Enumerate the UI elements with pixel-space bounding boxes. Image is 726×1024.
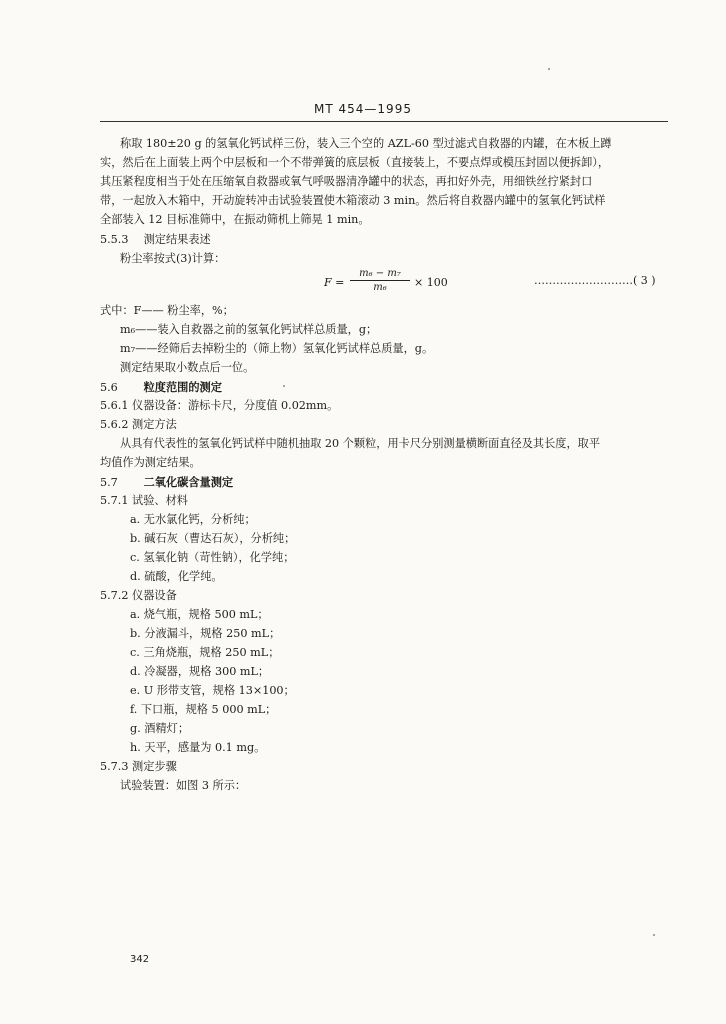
section-title: 二氧化碳含量测定 xyxy=(143,475,234,489)
section-heading-5-7-2: 5.7.2 仪器设备 xyxy=(100,589,177,602)
list-item: a. 无水氯化钙，分析纯； xyxy=(130,513,256,526)
section-heading-5-5-3 xyxy=(100,233,211,247)
paragraph-line: 均值作为测定结果。 xyxy=(100,456,201,469)
section-heading-5-6 xyxy=(100,380,222,395)
fraction-bar xyxy=(350,280,410,281)
section-heading-5-6-2: 5.6.2 测定方法 xyxy=(100,418,177,431)
paragraph-line: 带，一起放入木箱中，开动旋转冲击试验装置使木箱滚动 3 min。然后将自救器内罐中的氢氧化钙试样 xyxy=(100,194,606,207)
paragraph-line: 试验装置：如图 3 所示： xyxy=(120,779,247,792)
paragraph-line: 从具有代表性的氢氧化钙试样中随机抽取 20 个颗粒，用卡尺分别测量横断面直径及其长度，取平 xyxy=(120,437,601,450)
paragraph-line: 实，然后在上面装上两个中层板和一个不带弹簧的底层板（直接装上，不要点焊或模压封固以便拆卸）， xyxy=(100,156,610,169)
formula-lhs: F = xyxy=(324,276,345,289)
list-item: d. 硫酸，化学纯。 xyxy=(130,570,223,583)
page-header: MT 454—1995 xyxy=(314,102,412,116)
list-item: e. U 形带支管，规格 13×100； xyxy=(130,684,295,697)
header-rule xyxy=(100,121,668,122)
section-heading-5-7 xyxy=(100,475,233,490)
section-number: 5.7 xyxy=(100,476,118,489)
definition-line: m₆——装入自救器之前的氢氧化钙试样总质量，g； xyxy=(120,323,378,336)
section-number: 5.5.3 xyxy=(100,233,129,246)
formula-rhs: × 100 xyxy=(414,276,448,289)
list-item: c. 氢氧化钠（苛性钠），化学纯； xyxy=(130,551,295,564)
formula-fraction xyxy=(350,268,410,293)
list-item: f. 下口瓶，规格 5 000 mL； xyxy=(130,703,277,716)
formula-denominator: m₆ xyxy=(373,282,387,293)
section-number: 5.6 xyxy=(100,381,118,394)
equation-number: ………………………( 3 ) xyxy=(534,274,656,287)
section-heading-5-7-3: 5.7.3 测定步骤 xyxy=(100,760,177,773)
list-item: c. 三角烧瓶，规格 250 mL； xyxy=(130,646,280,659)
list-item: b. 碱石灰（曹达石灰），分析纯； xyxy=(130,532,296,545)
section-heading-5-7-1: 5.7.1 试验、材料 xyxy=(100,494,188,507)
formula-numerator: m₆ − m₇ xyxy=(359,268,401,279)
list-item: a. 烧气瓶，规格 500 mL； xyxy=(130,608,269,621)
definition-line: 式中：F—— 粉尘率，%； xyxy=(100,304,234,317)
scan-speck xyxy=(548,68,550,70)
section-title: 粒度范围的测定 xyxy=(143,380,222,394)
paragraph-line: 粉尘率按式(3)计算： xyxy=(120,252,226,265)
list-item: b. 分液漏斗，规格 250 mL； xyxy=(130,627,281,640)
section-title: 测定结果表述 xyxy=(143,233,211,246)
list-item: h. 天平，感量为 0.1 mg。 xyxy=(130,741,266,754)
definition-line: m₇——经筛后去掉粉尘的（筛上物）氢氧化钙试样总质量，g。 xyxy=(120,342,434,355)
page-number: 342 xyxy=(130,954,150,965)
scan-speck xyxy=(283,385,285,387)
paragraph-line: 全部装入 12 目标准筛中，在振动筛机上筛晃 1 min。 xyxy=(100,213,370,226)
list-item: d. 冷凝器，规格 300 mL； xyxy=(130,665,270,678)
section-heading-5-6-1: 5.6.1 仪器设备：游标卡尺，分度值 0.02mm。 xyxy=(100,399,339,412)
paragraph-line: 测定结果取小数点后一位。 xyxy=(120,361,255,374)
paragraph-line: 称取 180±20 g 的氢氧化钙试样三份，装入三个空的 AZL-60 型过滤式自救器的内罐，在木板上蹲 xyxy=(120,137,612,150)
list-item: g. 酒精灯； xyxy=(130,722,190,735)
scan-speck xyxy=(653,934,655,936)
paragraph-line: 其压紧程度相当于处在压缩氧自救器或氧气呼吸器清净罐中的状态，再扣好外壳，用细铁丝拧紧封口 xyxy=(100,175,593,188)
